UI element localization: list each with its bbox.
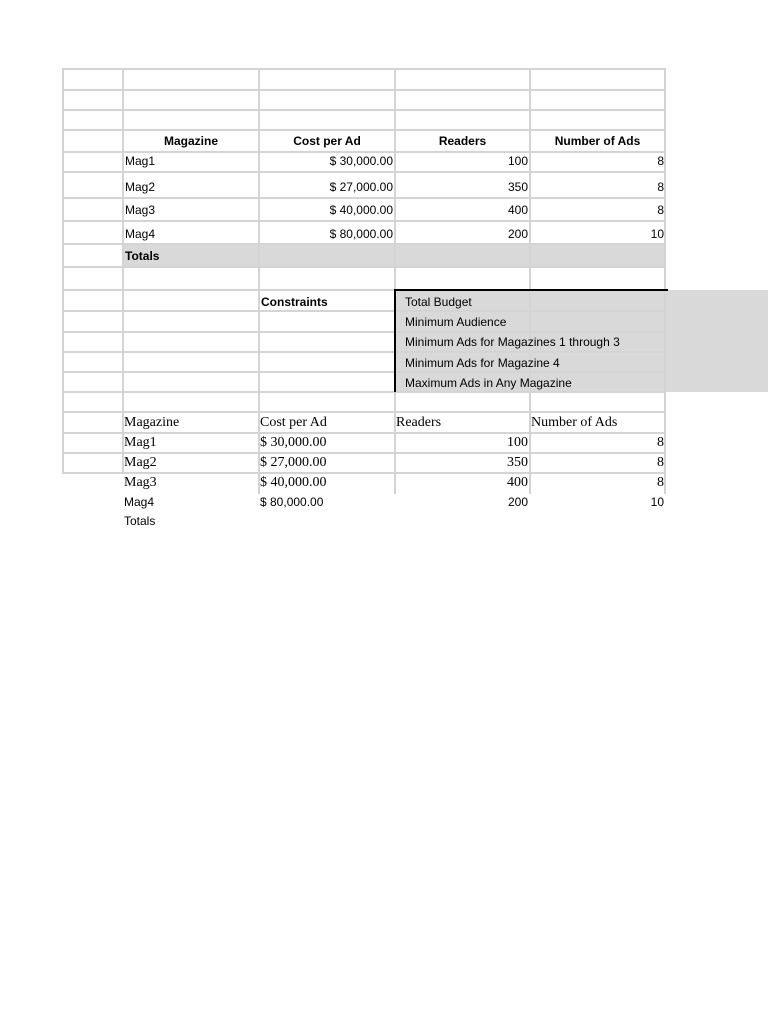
t2-totals-label: Totals [124,514,156,528]
t2-r0-readers: 100 [507,435,528,450]
constraints-border [394,290,396,392]
t1-header-magazine: Magazine [163,134,218,148]
t1-header-cost: Cost per Ad [293,134,361,148]
t2-header-ads: Number of Ads [531,415,618,430]
t1-r0-ads: 8 [657,154,664,168]
t2-r3-magazine: Mag4 [124,495,155,509]
constraints-label: Constraints [261,295,328,309]
t1-r1-ads: 8 [657,180,664,194]
constraint-min-ads-mag-4: Minimum Ads for Magazine 4 [405,356,560,370]
constraint-max-ads-any: Maximum Ads in Any Magazine [405,376,572,390]
t2-r3-ads: 10 [650,495,664,509]
t1-r3-magazine: Mag4 [125,227,156,241]
t2-r2-ads: 8 [657,475,664,490]
t2-r0-ads: 8 [657,435,664,450]
t2-header-magazine: Magazine [124,415,180,430]
t2-r1-magazine: Mag2 [124,455,157,470]
t1-r1-magazine: Mag2 [125,180,156,194]
t1-header-readers: Readers [438,134,487,148]
t1-r3-ads: 10 [650,227,664,241]
t2-header-cost: Cost per Ad [260,415,327,430]
t1-r1-cost: $ 27,000.00 [329,180,393,194]
t2-r1-ads: 8 [657,455,664,470]
t2-r0-cost: $ 30,000.00 [260,435,327,450]
t2-header-readers: Readers [396,415,442,430]
t2-r3-cost: $ 80,000.00 [260,495,324,509]
t1-r3-readers: 200 [507,227,528,241]
t1-r0-cost: $ 30,000.00 [329,154,393,168]
t1-r2-magazine: Mag3 [125,203,156,217]
t1-totals-label: Totals [125,249,160,263]
t2-r3-readers: 200 [507,495,528,509]
t1-r0-readers: 100 [507,154,528,168]
t1-r3-cost: $ 80,000.00 [329,227,393,241]
t1-r2-ads: 8 [657,203,664,217]
t2-r1-readers: 350 [507,455,528,470]
t2-r1-cost: $ 27,000.00 [260,455,327,470]
t1-r2-cost: $ 40,000.00 [329,203,393,217]
t1-r1-readers: 350 [507,180,528,194]
t2-r2-readers: 400 [507,475,528,490]
t2-r2-cost: $ 40,000.00 [260,475,327,490]
t2-r2-magazine: Mag3 [124,475,157,490]
t1-header-ads: Number of Ads [554,134,641,148]
t2-r0-magazine: Mag1 [124,435,157,450]
constraint-minimum-audience: Minimum Audience [405,315,507,329]
t1-r0-magazine: Mag1 [125,154,156,168]
t1-r2-readers: 400 [507,203,528,217]
constraint-min-ads-mag-1-3: Minimum Ads for Magazines 1 through 3 [405,335,620,349]
constraint-total-budget: Total Budget [405,295,472,309]
